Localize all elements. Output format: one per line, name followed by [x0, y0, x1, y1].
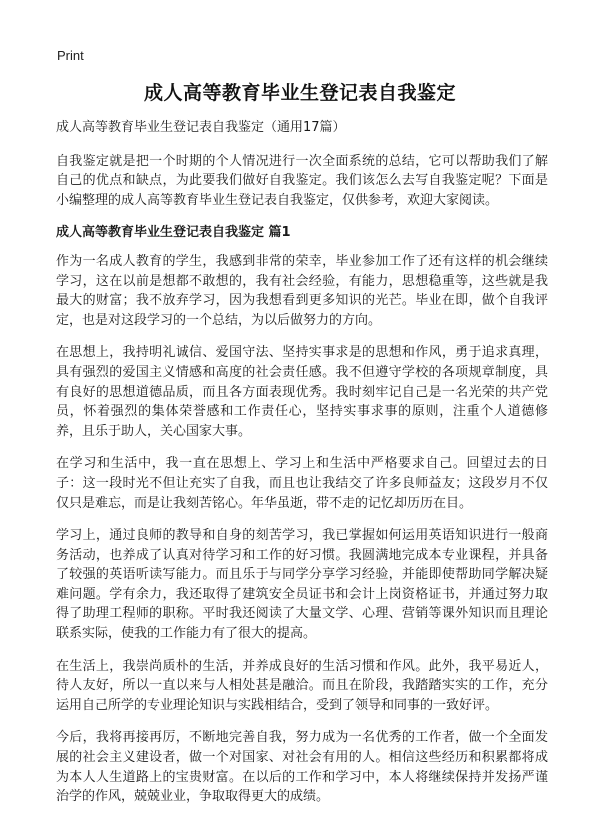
section-heading: 成人高等教育毕业生登记表自我鉴定 篇1 — [56, 225, 291, 241]
intro-paragraph: 自我鉴定就是把一个时期的个人情况进行一次全面系统的总结，它可以帮助我们了解自己的优点和缺点，为此要我们做好自我鉴定。我们该怎么去写自我鉴定呢？下面是小编整理的成人高等教育毕业生登记表自我鉴定，仅供参考，欢迎大家阅读。 — [56, 153, 548, 208]
body-paragraph: 在思想上，我持明礼诚信、爱国守法、坚持实事求是的思想和作风，勇于追求真理，具有强烈的爱国主义情感和高度的社会责任感。我不但遵守学校的各项规章制度，具有良好的思想道德品质，而且各方面表现优秀。我时刻牢记自己是一名光荣的共产党员，怀着强烈的集体荣誉感和工作责任心，坚持实事求事的原则，注重个人道德修养，且乐于助人，关心国家大事。 — [56, 345, 548, 439]
document-title: 成人高等教育毕业生登记表自我鉴定 — [143, 82, 456, 104]
print-label[interactable]: Print — [57, 48, 84, 63]
body-paragraph: 今后，我将再接再厉，不断地完善自我，努力成为一名优秀的工作者，做一个全面发展的社会主义建设者，做一个对国家、对社会有用的人。相信这些经历和积累都将成为本人人生道路上的宝贵财富。在以后的工作和学习中，本人将继续保持并发扬严谨治学的作风，兢兢业业，争取取得更大的成绩。 — [56, 730, 548, 805]
body-paragraph: 在学习和生活中，我一直在思想上、学习上和生活中严格要求自己。回望过去的日子：这一段时光不但让充实了自我，而且也让我结交了许多良师益友；这段岁月不仅仅只是难忘，而是让我刻苦铭心。年华虽逝，带不走的记忆却历历在目。 — [56, 456, 548, 511]
body-paragraph: 学习上，通过良师的教导和自身的刻苦学习，我已掌握如何运用英语知识进行一般商务活动，也养成了认真对待学习和工作的好习惯。我圆满地完成本专业课程，并具备了较强的英语听读写能力。而且乐于与同学分享学习经验，并能即使帮助同学解决疑难问题。学有余力，我还取得了建筑安全员证书和会计上岗资格证书，并通过努力取得了助理工程师的职称。平时我还阅读了大量文学、心理、营销等课外知识而且理论联系实际，使我的工作能力有了很大的提高。 — [56, 528, 548, 642]
document-subtitle: 成人高等教育毕业生登记表自我鉴定（通用17篇） — [56, 120, 346, 135]
body-paragraph: 在生活上，我崇尚质朴的生活，并养成良好的生活习惯和作风。此外，我平易近人，待人友好，所以一直以来与人相处甚是融洽。而且在阶段，我踏踏实实的工作，充分运用自己所学的专业理论知识与实践相结合，受到了领导和同事的一致好评。 — [56, 658, 548, 713]
body-paragraph: 作为一名成人教育的学生，我感到非常的荣幸，毕业参加工作了还有这样的机会继续学习，这在以前是想都不敢想的，我有社会经验，有能力，思想稳重等，这些就是我最大的财富；我不放弃学习，因为我想看到更多知识的光芒。毕业在即，做个自我评定，也是对这段学习的一个总结，为以后做努力的方向。 — [56, 253, 548, 328]
document-content — [56, 118, 548, 820]
